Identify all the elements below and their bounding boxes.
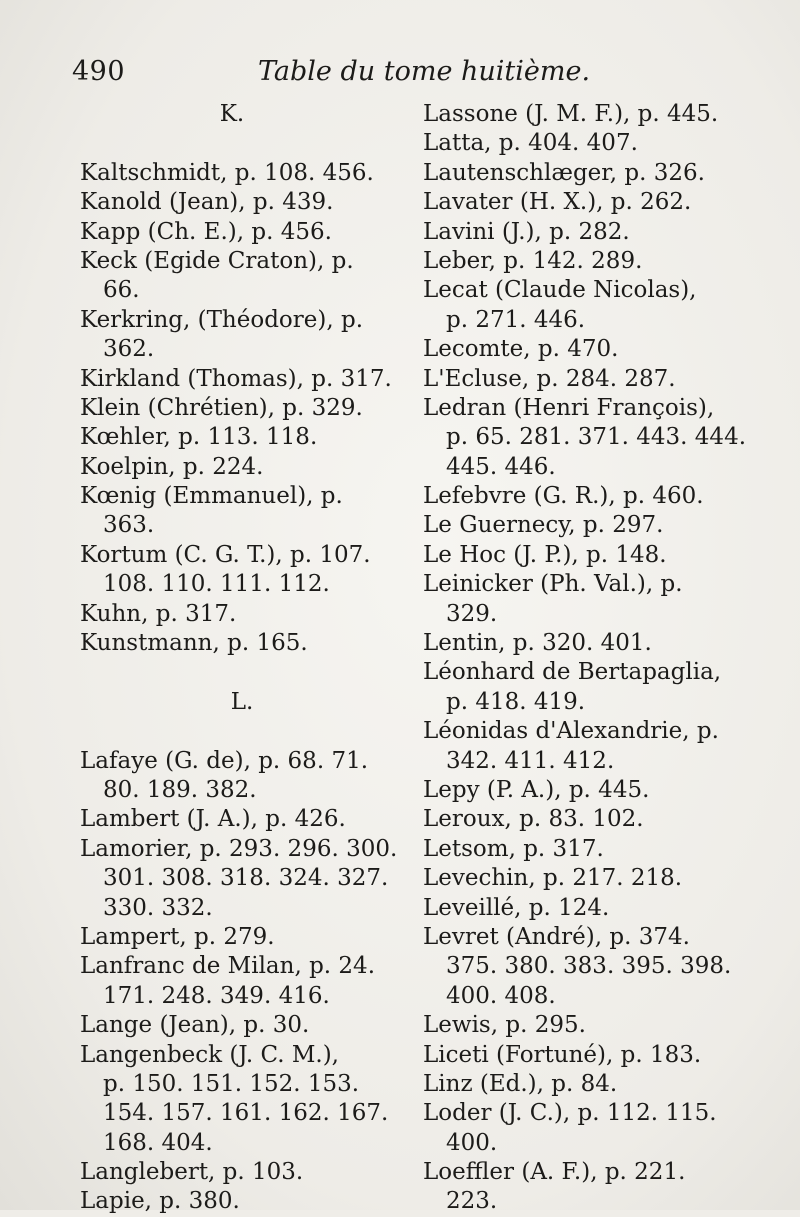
- index-line: Lewis, p. 295.: [423, 1012, 586, 1039]
- index-line-continuation: 342. 411. 412.: [446, 747, 615, 774]
- index-line: Lepy (P. A.), p. 445.: [423, 776, 650, 803]
- page-number: 490: [72, 56, 126, 87]
- index-line-continuation: 154. 157. 161. 162. 167.: [103, 1100, 389, 1127]
- index-line: Langlebert, p. 103.: [80, 1159, 304, 1186]
- index-line: Linz (Ed.), p. 84.: [423, 1070, 618, 1097]
- index-line: Latta, p. 404. 407.: [423, 130, 638, 157]
- index-line: Lefebvre (G. R.), p. 460.: [423, 483, 704, 510]
- spacer: [80, 129, 410, 158]
- index-line: Lavini (J.), p. 282.: [423, 218, 630, 245]
- index-line: Lambert (J. A.), p. 426.: [80, 806, 346, 833]
- index-line: Lassone (J. M. F.), p. 445.: [423, 101, 719, 127]
- index-line: Klein (Chrétien), p. 329.: [80, 394, 363, 421]
- index-line: Le Hoc (J. P.), p. 148.: [423, 541, 667, 568]
- index-line-continuation: 362.: [103, 336, 155, 363]
- index-line-continuation: 375. 380. 383. 395. 398.: [446, 953, 732, 980]
- index-line-continuation: 330. 332.: [103, 894, 213, 921]
- index-line-continuation: 400.: [446, 1129, 498, 1156]
- index-line: Leveillé, p. 124.: [423, 894, 610, 921]
- index-line: Kuhn, p. 317.: [80, 600, 237, 627]
- spacer: [80, 658, 410, 687]
- index-line-continuation: 80. 189. 382.: [103, 776, 257, 803]
- index-line-continuation: p. 418. 419.: [446, 688, 586, 715]
- left-column: [80, 100, 410, 1217]
- index-line: Leroux, p. 83. 102.: [423, 806, 644, 833]
- index-line-continuation: 171. 248. 349. 416.: [103, 982, 330, 1009]
- index-line: Lanfranc de Milan, p. 24.: [80, 953, 376, 980]
- index-line-continuation: 329.: [446, 600, 498, 627]
- index-line: Lecomte, p. 470.: [423, 336, 619, 363]
- letter-heading-k: K.: [219, 101, 245, 127]
- index-line-continuation: 108. 110. 111. 112.: [103, 571, 330, 598]
- index-line-continuation: 168. 404.: [103, 1129, 213, 1156]
- index-line: Kortum (C. G. T.), p. 107.: [80, 541, 371, 568]
- index-line: Lamorier, p. 293. 296. 300.: [80, 835, 398, 862]
- index-line: Lafaye (G. de), p. 68. 71.: [80, 747, 369, 774]
- index-line: Koelpin, p. 224.: [80, 453, 264, 480]
- index-line-continuation: p. 150. 151. 152. 153.: [103, 1070, 360, 1097]
- index-line: Kapp (Ch. E.), p. 456.: [80, 218, 332, 245]
- index-line: Kœnig (Emmanuel), p.: [80, 483, 343, 510]
- index-line: Langenbeck (J. C. M.),: [80, 1041, 339, 1068]
- index-line: Lavater (H. X.), p. 262.: [423, 189, 692, 216]
- letter-heading-l: L.: [230, 688, 254, 715]
- index-line: Kerkring, (Théodore), p.: [80, 306, 364, 333]
- index-line: Kunstmann, p. 165.: [80, 630, 308, 657]
- index-line: Kanold (Jean), p. 439.: [80, 189, 334, 216]
- index-line: Keck (Egide Craton), p.: [80, 247, 354, 274]
- spacer: [80, 717, 410, 746]
- index-line: Letsom, p. 317.: [423, 835, 604, 862]
- index-line: Loeffler (A. F.), p. 221.: [423, 1159, 686, 1186]
- running-title: Table du tome huitième.: [258, 56, 591, 87]
- index-line-continuation: 363.: [103, 512, 155, 539]
- index-line: Loder (J. C.), p. 112. 115.: [423, 1100, 717, 1127]
- index-line: Kirkland (Thomas), p. 317.: [80, 365, 392, 392]
- index-line: Lentin, p. 320. 401.: [423, 630, 652, 657]
- index-line: Lange (Jean), p. 30.: [80, 1012, 310, 1039]
- index-line: Ledran (Henri François),: [423, 394, 715, 421]
- l-entries: [80, 747, 410, 1217]
- index-line: Lapie, p. 380.: [80, 1188, 240, 1215]
- index-line: Léonidas d'Alexandrie, p.: [423, 718, 719, 745]
- index-line-continuation: 66.: [103, 277, 140, 304]
- index-line: Lecat (Claude Nicolas),: [423, 277, 697, 304]
- right-column: [423, 100, 783, 1217]
- index-line: Lampert, p. 279.: [80, 923, 275, 950]
- index-line-continuation: p. 65. 281. 371. 443. 444.: [446, 424, 747, 451]
- index-line-continuation: 223.: [446, 1188, 498, 1215]
- index-line: Kaltschmidt, p. 108. 456.: [80, 159, 374, 186]
- index-line: Kœhler, p. 113. 118.: [80, 424, 318, 451]
- index-line: Leinicker (Ph. Val.), p.: [423, 571, 683, 598]
- index-line: Léonhard de Bertapaglia,: [423, 659, 722, 686]
- index-line: Le Guernecy, p. 297.: [423, 512, 664, 539]
- index-line: Lautenschlæger, p. 326.: [423, 159, 705, 186]
- index-line: Levechin, p. 217. 218.: [423, 865, 683, 892]
- index-line-continuation: 445. 446.: [446, 453, 556, 480]
- index-line: Leber, p. 142. 289.: [423, 247, 643, 274]
- k-entries: [80, 159, 410, 659]
- index-line-continuation: 400. 408.: [446, 982, 556, 1009]
- index-line: Levret (André), p. 374.: [423, 923, 690, 950]
- index-line: Liceti (Fortuné), p. 183.: [423, 1041, 702, 1068]
- index-line: L'Ecluse, p. 284. 287.: [423, 365, 676, 392]
- index-line-continuation: p. 271. 446.: [446, 306, 586, 333]
- index-line-continuation: 301. 308. 318. 324. 327.: [103, 865, 389, 892]
